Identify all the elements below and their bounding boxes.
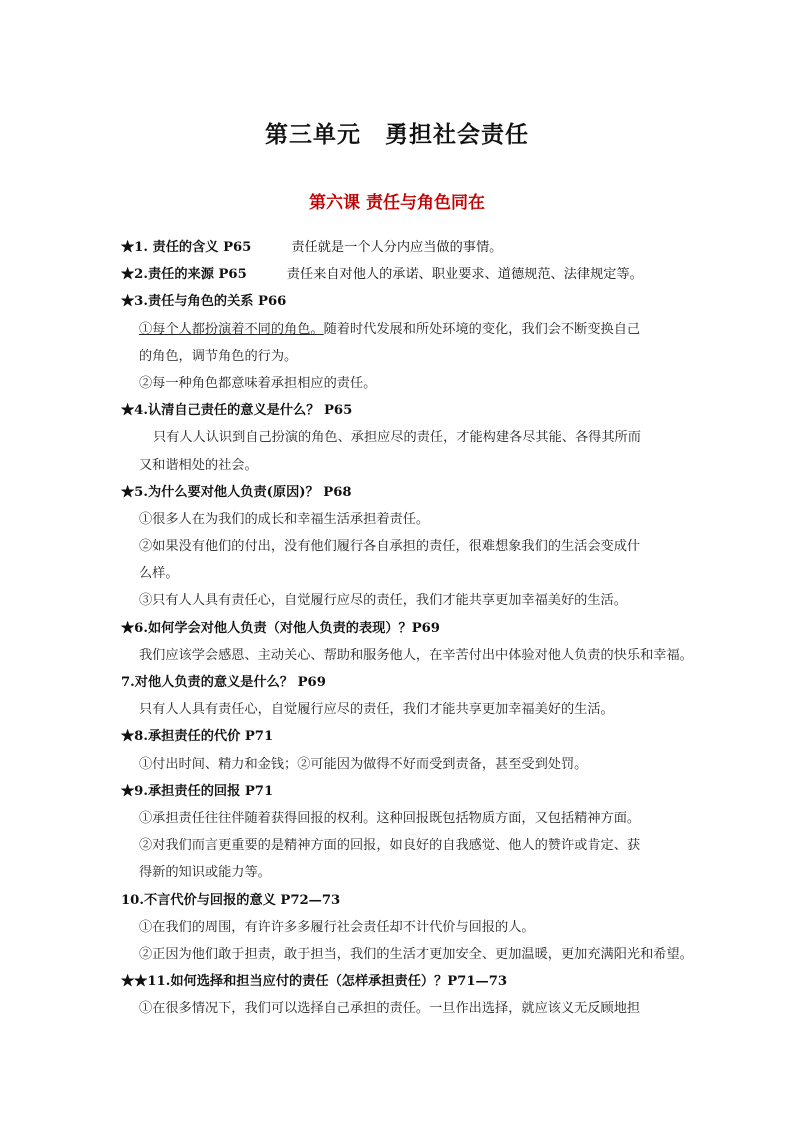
answer-text: 随着时代发展和所处环境的变化，我们会不断变换自己 — [323, 321, 641, 337]
answer-text: ①承担责任往往伴随着获得回报的权利。这种回报既包括物质方面，又包括精神方面。 — [139, 810, 641, 826]
question-heading — [121, 887, 681, 914]
answer-text: ①很多人在为我们的成长和幸福生活承担着责任。 — [139, 511, 430, 527]
lesson-title: 第六课 责任与角色同在 — [309, 193, 485, 213]
question-label: ★2.责任的来源 P65 — [121, 267, 247, 283]
answer-text: ③只有人人具有责任心，自觉履行应尽的责任，我们才能共享更加幸福美好的生活。 — [139, 593, 627, 609]
answer-text: ①付出时间、精力和金钱；②可能因为做得不好而受到责备，甚至受到处罚。 — [139, 756, 588, 772]
question-heading — [121, 479, 681, 506]
answer-line — [121, 751, 681, 778]
question-heading — [121, 615, 681, 642]
unit-title: 第三单元 勇担社会责任 — [265, 121, 529, 148]
answer-text: 得新的知识或能力等。 — [139, 865, 271, 881]
answer-line — [121, 696, 681, 723]
question-heading — [121, 397, 681, 424]
answer-text: ①在很多情况下，我们可以选择自己承担的责任。一旦作出选择，就应该义无反顾地担 — [139, 1001, 641, 1017]
answer-line — [121, 452, 681, 479]
answer-line — [121, 316, 681, 343]
answer-text: ②如果没有他们的付出，没有他们履行各自承担的责任，很难想象我们的生活会变成什 — [139, 539, 641, 555]
answer-line — [121, 506, 681, 533]
question-label: 10.不言代价与回报的意义 P72—73 — [121, 892, 341, 908]
question-label: 7.对他人负责的意义是什么？ P69 — [121, 675, 326, 690]
answer-text: ②正因为他们敢于担责，敢于担当，我们的生活才更加安全、更加温暖，更加充满阳光和希望。 — [139, 946, 693, 962]
question-heading — [121, 261, 681, 288]
question-heading — [121, 723, 681, 750]
answer-text: 么样。 — [139, 566, 179, 582]
answer-line — [121, 642, 693, 669]
definition-text: 责任就是一个人分内应当做的事情。 — [291, 240, 503, 255]
answer-line — [121, 370, 681, 397]
definition-text: 责任来自对他人的承诺、职业要求、道德规范、法律规定等。 — [286, 267, 643, 283]
answer-line — [121, 832, 681, 859]
notes-content — [121, 234, 693, 1022]
question-heading — [121, 234, 681, 261]
answer-text: ②每一种角色都意味着承担相应的责任。 — [139, 375, 377, 391]
answer-line — [121, 587, 681, 614]
question-label: ★4.认清自己责任的意义是什么？ P65 — [121, 403, 353, 419]
answer-line — [121, 533, 681, 560]
answer-text: 只有人人具有责任心，自觉履行应尽的责任，我们才能共享更加幸福美好的生活。 — [139, 702, 614, 718]
answer-line — [121, 859, 681, 886]
answer-text: 的角色，调节角色的行为。 — [139, 348, 298, 364]
answer-line — [121, 805, 681, 832]
answer-line — [121, 343, 681, 370]
question-label: ★1. 责任的含义 P65 — [121, 240, 252, 255]
answer-text: ②对我们而言更重要的是精神方面的回报，如良好的自我感觉、他人的赞许或肯定、获 — [139, 838, 641, 854]
answer-line — [121, 560, 681, 587]
answer-text: 我们应该学会感恩、主动关心、帮助和服务他人，在辛苦付出中体验对他人负责的快乐和幸福。 — [139, 647, 693, 663]
answer-text: 只有人人认识到自己扮演的角色、承担应尽的责任，才能构建各尽其能、各得其所而 — [153, 430, 641, 446]
question-heading — [121, 778, 681, 805]
question-label: ★9.承担责任的回报 P71 — [121, 783, 274, 799]
question-heading — [121, 669, 681, 696]
question-heading — [121, 968, 681, 995]
answer-line — [121, 424, 681, 451]
answer-line — [121, 914, 681, 941]
question-label: ★8.承担责任的代价 P71 — [121, 729, 274, 745]
question-heading — [121, 288, 681, 315]
answer-text: ①在我们的周围，有许许多多履行社会责任却不计代价与回报的人。 — [139, 919, 535, 935]
answer-text: 又和谐相处的社会。 — [139, 457, 258, 473]
underlined-text: ①每个人都扮演着不同的角色。 — [139, 321, 324, 337]
question-label: ★3.责任与角色的关系 P66 — [121, 294, 287, 310]
answer-line — [121, 941, 693, 968]
question-label: ★5.为什么要对他人负责(原因)？ P68 — [121, 484, 352, 500]
answer-line — [121, 995, 681, 1022]
question-label: ★★11.如何选择和担当应付的责任（怎样承担责任）？P71—73 — [121, 974, 508, 990]
question-label: ★6.如何学会对他人负责（对他人负责的表现）？P69 — [121, 620, 440, 636]
